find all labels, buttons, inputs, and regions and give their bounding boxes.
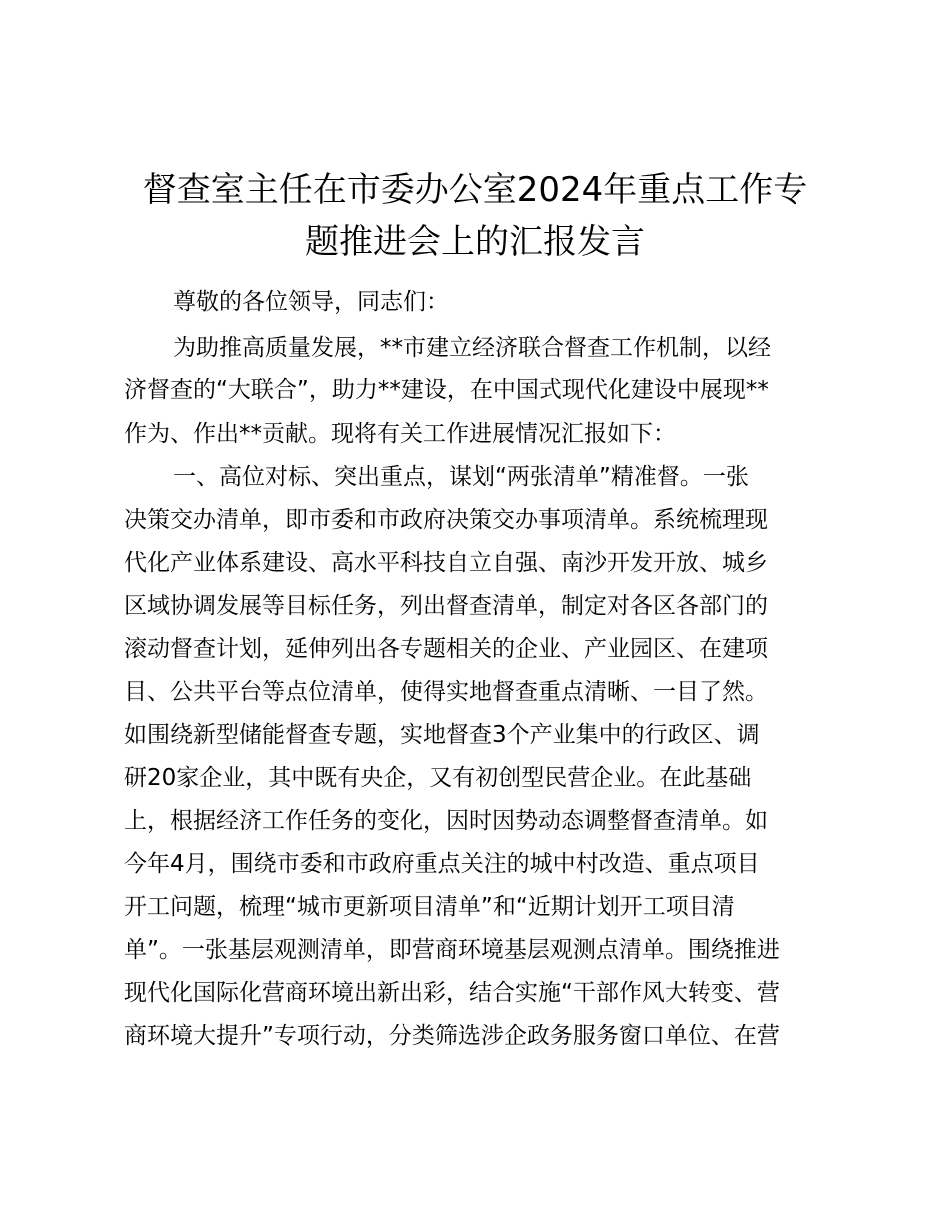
- body-line: 如围绕新型储能督查专题，实地督查3个产业集中的行政区、调: [124, 722, 760, 748]
- body-line: 现代化国际化营商环境出新出彩，结合实施“干部作风大转变、营: [124, 980, 780, 1006]
- body-line: 济督查的“大联合”，助力**建设，在中国式现代化建设中展现**: [124, 377, 769, 403]
- body-line: 单”。一张基层观测清单，即营商环境基层观测点清单。围绕推进: [124, 937, 780, 963]
- title-line-2: 题推进会上的汇报发言: [305, 222, 645, 262]
- body-line: 开工问题，梳理“城市更新项目清单”和“近期计划开工项目清: [124, 894, 735, 920]
- body-line: 上，根据经济工作任务的变化，因时因势动态调整督查清单。如: [124, 808, 768, 834]
- body-line: 作为、作出**贡献。现将有关工作进展情况汇报如下：: [124, 421, 676, 447]
- body-line: 一、高位对标、突出重点，谋划“两张清单”精准督。一张: [173, 464, 749, 490]
- body-line: 区域协调发展等目标任务，列出督查清单，制定对各区各部门的: [124, 593, 768, 619]
- body-line: 代化产业体系建设、高水平科技自立自强、南沙开发开放、城乡: [124, 550, 768, 576]
- body-line: 目、公共平台等点位清单，使得实地督查重点清晰、一目了然。: [124, 679, 768, 705]
- body-line: 滚动督查计划，延伸列出各专题相关的企业、产业园区、在建项: [124, 636, 768, 662]
- title-line-1: 督查室主任在市委办公室2024年重点工作专: [142, 170, 808, 210]
- body-line: 研20家企业，其中既有央企，又有初创型民营企业。在此基础: [124, 765, 752, 791]
- salutation-line: 尊敬的各位领导，同志们：: [173, 289, 449, 315]
- body-line: 为助推高质量发展，**市建立经济联合督查工作机制，以经: [173, 335, 771, 361]
- body-line: 决策交办清单，即市委和市政府决策交办事项清单。系统梳理现: [124, 507, 768, 533]
- body-line: 商环境大提升”专项行动，分类筛选涉企政务服务窗口单位、在营: [124, 1023, 780, 1049]
- body-line: 今年4月，围绕市委和市政府重点关注的城中村改造、重点项目: [124, 851, 760, 877]
